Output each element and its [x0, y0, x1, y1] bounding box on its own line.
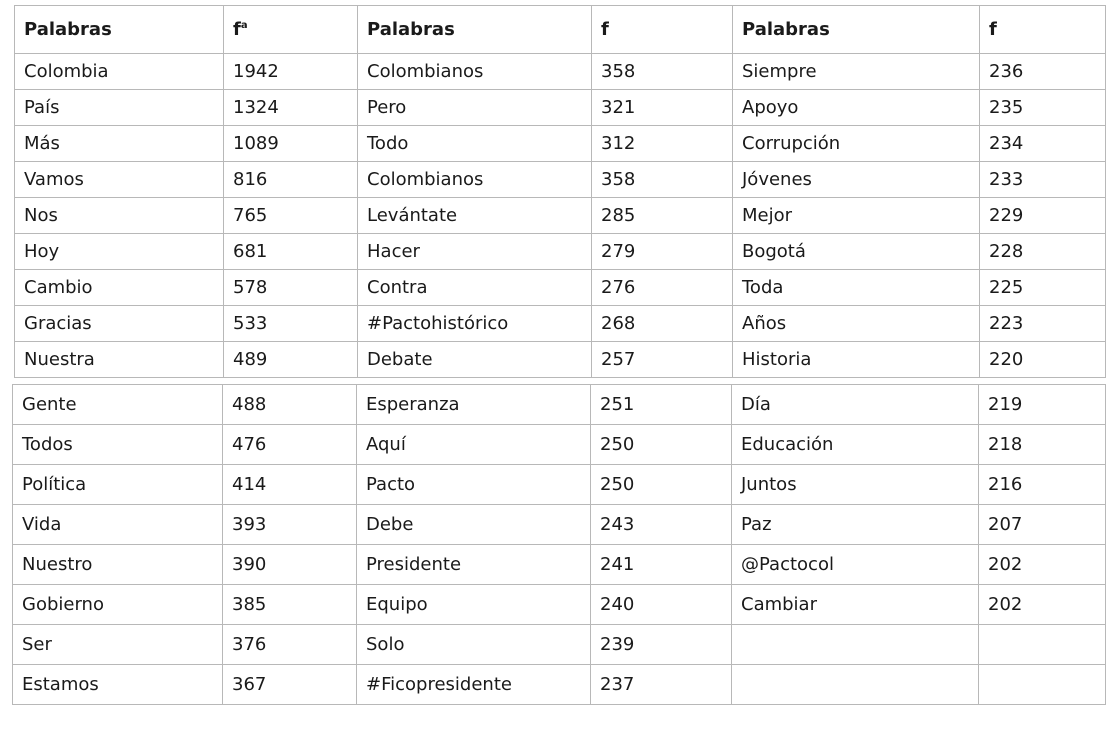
word-cell: Aquí — [357, 425, 591, 465]
table-row — [15, 270, 1106, 306]
frequency-cell: 393 — [223, 505, 357, 545]
word-cell: Pero — [358, 90, 592, 126]
header-palabras-2: Palabras — [358, 6, 592, 54]
frequency-cell: 489 — [224, 342, 358, 378]
word-cell: Mejor — [733, 198, 980, 234]
header-palabras-1: Palabras — [15, 6, 224, 54]
word-cell: Más — [15, 126, 224, 162]
frequency-cell: 251 — [591, 385, 732, 425]
word-cell — [732, 625, 979, 665]
word-cell: #Pactohistórico — [358, 306, 592, 342]
frequency-cell: 358 — [592, 54, 733, 90]
table-row — [15, 342, 1106, 378]
frequency-cell: 816 — [224, 162, 358, 198]
word-cell: Equipo — [357, 585, 591, 625]
frequency-cell: 234 — [980, 126, 1106, 162]
word-cell: Paz — [732, 505, 979, 545]
word-cell: Debate — [358, 342, 592, 378]
table-row — [13, 465, 1106, 505]
table-row — [15, 126, 1106, 162]
frequency-cell: 202 — [979, 545, 1106, 585]
frequency-cell: 279 — [592, 234, 733, 270]
word-cell: Política — [13, 465, 223, 505]
frequency-cell: 321 — [592, 90, 733, 126]
word-cell: Nuestra — [15, 342, 224, 378]
table-row — [13, 665, 1106, 705]
frequency-cell: 243 — [591, 505, 732, 545]
word-cell: Colombianos — [358, 162, 592, 198]
frequency-cell: 533 — [224, 306, 358, 342]
word-cell: Cambiar — [732, 585, 979, 625]
frequency-cell: 216 — [979, 465, 1106, 505]
frequency-cell: 1324 — [224, 90, 358, 126]
frequency-cell: 358 — [592, 162, 733, 198]
frequency-cell: 236 — [980, 54, 1106, 90]
frequency-cell: 476 — [223, 425, 357, 465]
frequency-cell: 1089 — [224, 126, 358, 162]
header-superscript: a — [240, 20, 248, 31]
frequency-cell: 414 — [223, 465, 357, 505]
table-row — [15, 306, 1106, 342]
word-cell: Juntos — [732, 465, 979, 505]
header-frequency-3: f — [980, 6, 1106, 54]
word-cell: Gobierno — [13, 585, 223, 625]
word-cell: Hoy — [15, 234, 224, 270]
word-cell: Gracias — [15, 306, 224, 342]
frequency-cell: 578 — [224, 270, 358, 306]
frequency-cell: 219 — [979, 385, 1106, 425]
frequency-cell: 235 — [980, 90, 1106, 126]
word-cell: Años — [733, 306, 980, 342]
header-frequency-2: f — [592, 6, 733, 54]
word-cell: @Pactocol — [732, 545, 979, 585]
header-palabras-3: Palabras — [733, 6, 980, 54]
table-row — [13, 385, 1106, 425]
frequency-cell: 229 — [980, 198, 1106, 234]
frequency-cell — [979, 665, 1106, 705]
frequency-cell: 488 — [223, 385, 357, 425]
word-cell: Colombianos — [358, 54, 592, 90]
word-cell: Vida — [13, 505, 223, 545]
word-cell: Día — [732, 385, 979, 425]
word-cell: Cambio — [15, 270, 224, 306]
frequency-cell: 681 — [224, 234, 358, 270]
table-header-row — [15, 6, 1106, 54]
word-cell: Colombia — [15, 54, 224, 90]
table-row — [13, 625, 1106, 665]
word-cell: Vamos — [15, 162, 224, 198]
header-frequency-1: $f^a$ — [224, 6, 358, 54]
word-cell: Contra — [358, 270, 592, 306]
word-cell: Estamos — [13, 665, 223, 705]
frequency-cell: 390 — [223, 545, 357, 585]
frequency-cell: 765 — [224, 198, 358, 234]
table-row — [15, 198, 1106, 234]
frequency-cell: 257 — [592, 342, 733, 378]
word-cell: Hacer — [358, 234, 592, 270]
frequency-cell: 202 — [979, 585, 1106, 625]
word-cell: Solo — [357, 625, 591, 665]
table-row — [13, 425, 1106, 465]
table-row — [13, 505, 1106, 545]
word-cell: Educación — [732, 425, 979, 465]
frequency-cell: 207 — [979, 505, 1106, 545]
frequency-cell: 312 — [592, 126, 733, 162]
frequency-cell: 285 — [592, 198, 733, 234]
frequency-cell: 376 — [223, 625, 357, 665]
table-row — [15, 162, 1106, 198]
word-cell: Ser — [13, 625, 223, 665]
word-cell: Corrupción — [733, 126, 980, 162]
word-cell: Todos — [13, 425, 223, 465]
word-frequency-table-top — [14, 5, 1106, 378]
frequency-cell: 367 — [223, 665, 357, 705]
word-cell: País — [15, 90, 224, 126]
word-cell: Debe — [357, 505, 591, 545]
table-row — [15, 90, 1106, 126]
word-cell: Nuestro — [13, 545, 223, 585]
frequency-cell: 385 — [223, 585, 357, 625]
frequency-cell: 218 — [979, 425, 1106, 465]
frequency-cell: 268 — [592, 306, 733, 342]
word-cell: Jóvenes — [733, 162, 980, 198]
frequency-cell: 237 — [591, 665, 732, 705]
word-cell: Gente — [13, 385, 223, 425]
word-cell: Bogotá — [733, 234, 980, 270]
frequency-cell: 233 — [980, 162, 1106, 198]
word-cell: Apoyo — [733, 90, 980, 126]
frequency-cell: 276 — [592, 270, 733, 306]
frequency-cell: 220 — [980, 342, 1106, 378]
frequency-cell: 241 — [591, 545, 732, 585]
word-cell: #Ficopresidente — [357, 665, 591, 705]
table-row — [15, 234, 1106, 270]
table-row — [15, 54, 1106, 90]
word-cell: Historia — [733, 342, 980, 378]
word-cell: Nos — [15, 198, 224, 234]
word-frequency-table-bottom — [12, 384, 1106, 705]
word-cell — [732, 665, 979, 705]
word-cell: Pacto — [357, 465, 591, 505]
frequency-cell: 1942 — [224, 54, 358, 90]
word-cell: Levántate — [358, 198, 592, 234]
word-cell: Esperanza — [357, 385, 591, 425]
frequency-cell: 250 — [591, 425, 732, 465]
frequency-cell: 223 — [980, 306, 1106, 342]
table-row — [13, 545, 1106, 585]
table-row — [13, 585, 1106, 625]
frequency-cell: 240 — [591, 585, 732, 625]
frequency-cell: 239 — [591, 625, 732, 665]
word-cell: Siempre — [733, 54, 980, 90]
word-cell: Toda — [733, 270, 980, 306]
word-cell: Presidente — [357, 545, 591, 585]
frequency-cell: 225 — [980, 270, 1106, 306]
frequency-cell — [979, 625, 1106, 665]
word-cell: Todo — [358, 126, 592, 162]
frequency-cell: 228 — [980, 234, 1106, 270]
frequency-cell: 250 — [591, 465, 732, 505]
